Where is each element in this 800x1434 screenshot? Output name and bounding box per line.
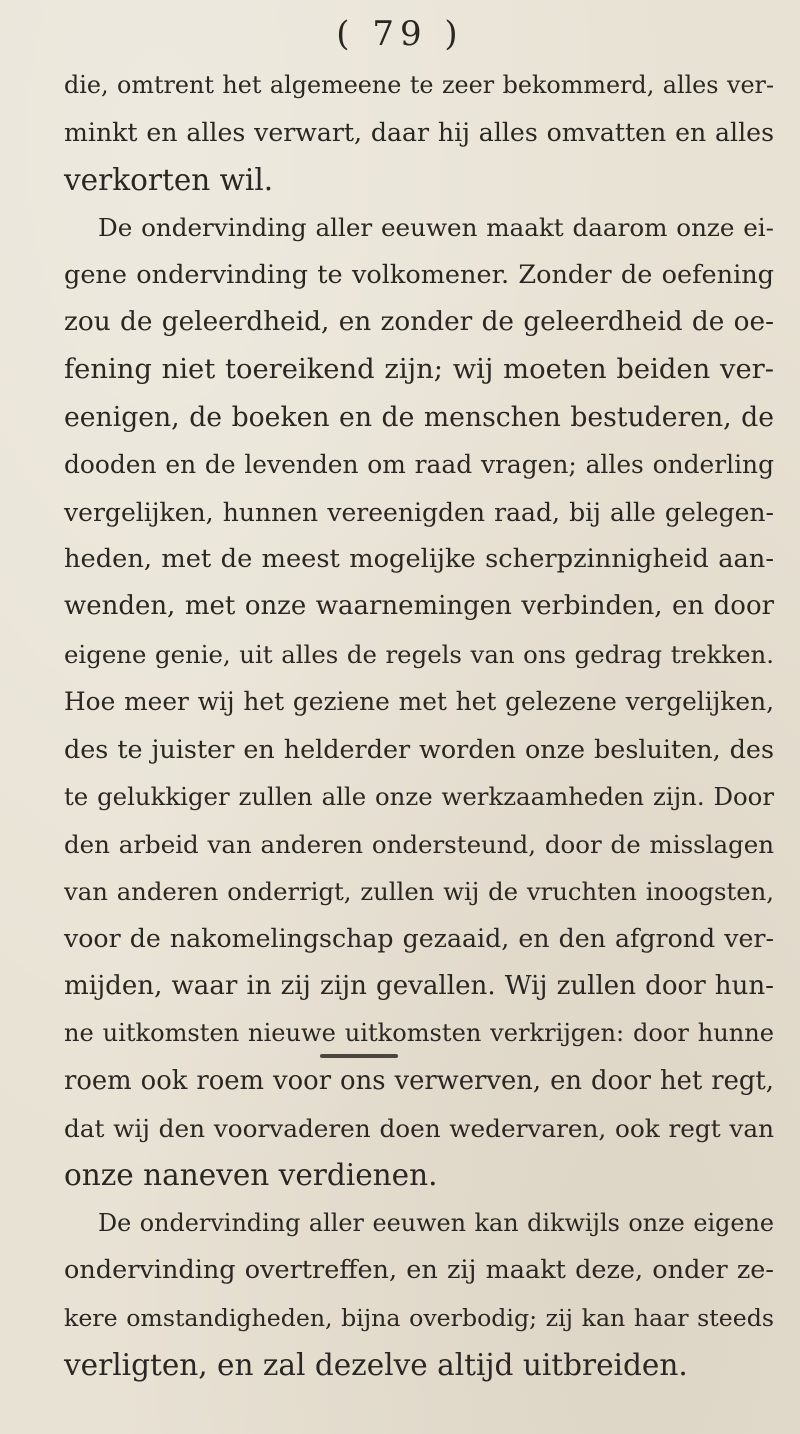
text-line: den arbeid van anderen ondersteund, door de misslagen xyxy=(64,829,774,859)
text-line: des te juister en helderder worden onze besluiten, des xyxy=(64,733,774,764)
paragraph-start-line: De ondervinding aller eeuwen maakt daarom onze ei- xyxy=(98,213,774,243)
text-line: die, omtrent het algemeene te zeer bekommerd, alles ver- xyxy=(64,71,774,99)
text-line: verligten, en zal dezelve altijd uitbreiden. xyxy=(64,1347,688,1382)
text-line: te gelukkiger zullen alle onze werkzaamheden zijn. Door xyxy=(64,782,774,812)
text-line: onze naneven verdienen. xyxy=(64,1158,438,1193)
text-line: vergelijken, hunnen vereenigden raad, bij alle gelegen- xyxy=(64,497,774,527)
text-line: ne uitkomsten nieuwe uitkomsten verkrijgen: door hunne xyxy=(64,1019,774,1048)
text-line: ondervinding overtreffen, en zij maakt deze, onder ze- xyxy=(64,1255,774,1286)
text-line: mijden, waar in zij zijn gevallen. Wij zullen door hun- xyxy=(64,970,774,1001)
text-line: kere omstandigheden, bijna overbodig; zij kan haar steeds xyxy=(64,1303,774,1332)
text-line: minkt en alles verwart, daar hij alles omvatten en alles xyxy=(64,118,774,148)
text-line: roem ook roem voor ons verwerven, en door het regt, xyxy=(64,1065,774,1096)
text-line: eenigen, de boeken en de menschen bestuderen, de xyxy=(64,401,774,433)
text-line: verkorten wil. xyxy=(64,162,274,197)
text-line: dooden en de levenden om raad vragen; alles onderling xyxy=(64,450,774,480)
body-text xyxy=(64,62,774,1389)
text-line: eigene genie, uit alles de regels van ons gedrag trekken. xyxy=(64,639,774,669)
text-line: wenden, met onze waarnemingen verbinden, en door xyxy=(64,591,774,622)
page-number: ( 79 ) xyxy=(336,14,464,54)
text-line: voor de nakomelingschap gezaaid, en den afgrond ver- xyxy=(64,924,774,954)
text-line: heden, met de meest mogelijke scherpzinnigheid aan- xyxy=(64,544,774,575)
text-line: fening niet toereikend zijn; wij moeten beiden ver- xyxy=(64,354,774,386)
end-rule xyxy=(320,1054,398,1058)
text-line: gene ondervinding te volkomener. Zonder de oefening xyxy=(64,259,774,290)
text-line: van anderen onderrigt, zullen wij de vruchten inoogsten, xyxy=(64,876,774,906)
text-line: Hoe meer wij het geziene met het gelezene vergelijken, xyxy=(64,687,774,717)
paragraph-start-line: De ondervinding aller eeuwen kan dikwijls onze eigene xyxy=(98,1208,774,1237)
text-line: dat wij den voorvaderen doen wedervaren, ook regt van xyxy=(64,1113,774,1143)
text-line: zou de geleerdheid, en zonder de geleerdheid de oe- xyxy=(64,307,774,338)
